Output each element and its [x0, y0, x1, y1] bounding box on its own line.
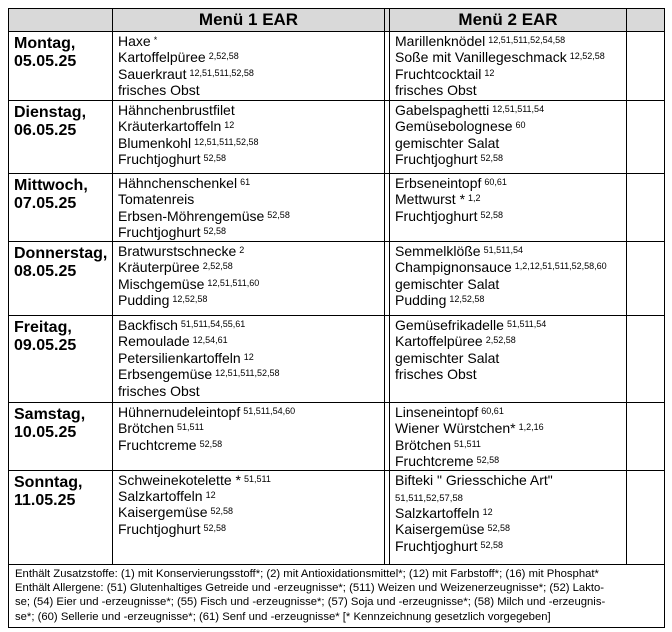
footer-row — [9, 564, 665, 628]
day-row — [9, 316, 665, 403]
additive-codes: 52,58 — [487, 523, 511, 534]
additive-codes: 1,2,12,51,511,52,58,60 — [514, 261, 607, 272]
menu-item — [395, 102, 622, 118]
menu-item — [395, 276, 622, 292]
menu2-cell — [390, 316, 627, 403]
menu-item-text: Semmelklöße — [395, 243, 481, 259]
additive-codes: 52,58 — [480, 539, 504, 550]
menu-plan — [8, 8, 664, 628]
menu-item — [395, 366, 622, 382]
menu-table — [8, 8, 665, 628]
menu-item — [395, 521, 622, 537]
day-date: 09.05.25 — [14, 337, 77, 354]
additive-codes: 12,52,58 — [449, 294, 485, 305]
menu1-cell — [113, 470, 385, 564]
additive-codes: 60,61 — [481, 406, 504, 416]
menu-item-text: Hähnchenbrustfilet — [118, 102, 235, 118]
menu-item — [118, 317, 380, 333]
additive-codes: 52,58 — [267, 209, 290, 220]
additive-codes: 12,51,511,52,58 — [215, 368, 280, 379]
additive-codes: 2,52,58 — [485, 335, 516, 346]
day-name: Dienstag, — [14, 104, 87, 121]
header-menu1: Menü 1 EAR — [113, 9, 385, 32]
menu-item — [395, 243, 622, 259]
day-cell — [9, 242, 113, 316]
menu2-cell — [390, 403, 627, 471]
menu-item-text: gemischter Salat — [395, 349, 500, 366]
menu-item — [118, 472, 380, 488]
menu2-cell — [390, 242, 627, 316]
menu-item — [395, 505, 622, 521]
additive-codes: 12,52,58 — [569, 51, 605, 62]
menu1-cell — [113, 174, 385, 242]
menu1-cell — [113, 32, 385, 101]
menu-item — [395, 118, 622, 134]
menu-item — [118, 224, 380, 240]
additive-codes: 12,51,511,52,58 — [194, 136, 259, 147]
header-menu2: Menü 2 EAR — [390, 9, 627, 32]
day-cell — [9, 316, 113, 403]
menu-item — [118, 191, 380, 207]
menu-item-text: 51,511,52,57,58 — [395, 493, 463, 505]
menu-item-text: Pudding — [395, 292, 447, 309]
menu-item — [395, 292, 622, 308]
menu-item — [395, 259, 622, 275]
menu-item — [395, 135, 622, 151]
menu-item — [118, 151, 380, 167]
menu-item — [395, 488, 622, 505]
menu-item — [118, 243, 380, 259]
extra-cell — [627, 316, 665, 403]
header-extra — [627, 9, 665, 32]
day-row — [9, 174, 665, 242]
menu-item-text: Fruchtcocktail — [395, 65, 482, 82]
menu-item — [118, 420, 380, 436]
menu-item-text: frisches Obst — [395, 366, 477, 383]
menu-item — [118, 488, 380, 504]
menu-item — [395, 350, 622, 366]
menu1-cell — [113, 403, 385, 471]
day-date: 08.05.25 — [14, 263, 77, 280]
menu2-cell — [390, 174, 627, 242]
day-row — [9, 403, 665, 471]
additive-codes: 2 — [239, 245, 245, 255]
additive-codes: 61 — [240, 177, 251, 187]
menu-item-text: Soße mit Vanillegeschmack — [395, 49, 567, 66]
menu-item-text: frisches Obst — [395, 82, 477, 99]
menu-item — [395, 472, 622, 488]
menu-item-text: Marillenknödel — [395, 33, 486, 49]
footer-line: Enthält Allergene: (51) Glutenhaltiges Getreide und -erzeugnisse*; (511) Weizen und Weizenerzeugnisse*; (52) Lakto- — [15, 582, 605, 595]
additive-codes: 12 — [205, 490, 216, 501]
menu-item-text: Gemüsefrikadelle — [395, 317, 504, 333]
additive-codes: 12,51,511,60 — [207, 277, 260, 288]
days-body — [9, 32, 665, 565]
extra-cell — [627, 32, 665, 101]
menu-item — [118, 118, 380, 134]
menu-item — [395, 208, 622, 224]
menu-item — [395, 420, 622, 436]
additive-codes: 12 — [224, 120, 235, 131]
menu-item — [395, 404, 622, 420]
day-cell — [9, 101, 113, 174]
menu-item-text: Brötchen — [118, 420, 175, 437]
menu-item-text: Mettwurst * — [395, 191, 466, 208]
header-day-cell — [9, 9, 113, 32]
menu-item-text: Bratwurstschnecke — [118, 243, 237, 259]
additive-codes: 1,2,16 — [518, 422, 544, 433]
menu-item — [395, 538, 622, 554]
menu-item — [395, 317, 622, 333]
menu-item-text: Erbsengemüse — [118, 366, 213, 383]
menu-item — [118, 102, 380, 118]
menu-item — [118, 366, 380, 382]
menu-item-text: Fruchtjoghurt — [118, 520, 201, 537]
footer-line: Enthält Zusatzstoffe: (1) mit Konservierungsstoff*; (2) mit Antioxidationsmittel*; (12) mit Farbstoff*; (16) mit Phosphat* — [15, 567, 599, 580]
day-date: 07.05.25 — [14, 195, 77, 212]
menu-item-text: Fruchtcreme — [395, 453, 474, 470]
menu-item-text: Petersilienkartoffeln — [118, 349, 241, 366]
extra-cell — [627, 101, 665, 174]
menu2-cell — [390, 32, 627, 101]
additive-codes: 12 — [482, 507, 493, 518]
menu-item-text: gemischter Salat — [395, 134, 500, 151]
menu-item-text: Kartoffelpüree — [118, 49, 206, 66]
additive-codes: 52,58 — [203, 522, 227, 533]
day-date: 05.05.25 — [14, 53, 77, 70]
menu1-cell — [113, 101, 385, 174]
menu-item — [395, 437, 622, 453]
menu-item-text: Fruchtjoghurt — [395, 537, 478, 554]
menu-item-text: Fruchtjoghurt — [395, 151, 478, 168]
additive-codes: 1,2 — [468, 193, 481, 204]
menu-item-text: Brötchen — [395, 436, 452, 453]
additive-codes: 52,58 — [476, 455, 500, 466]
additive-codes: 12 — [484, 67, 495, 78]
day-cell — [9, 403, 113, 471]
day-row — [9, 242, 665, 316]
menu-item-text: Linseneintopf — [395, 404, 479, 420]
menu-item-text: Fruchtjoghurt — [395, 207, 478, 224]
menu1-cell — [113, 242, 385, 316]
additive-codes: * — [153, 35, 158, 45]
additive-codes: 2,52,58 — [202, 261, 233, 272]
menu-item-text: Fruchtcreme — [118, 436, 197, 453]
menu-item-text: Erbseneintopf — [395, 175, 482, 191]
menu-item — [118, 383, 380, 399]
menu-item-text: Erbsen-Möhrengemüse — [118, 207, 265, 224]
menu-item-text: Wiener Würstchen* — [395, 420, 516, 437]
extra-cell — [627, 403, 665, 471]
additive-codes: 12,51,511,54 — [492, 104, 545, 114]
menu2-cell — [390, 470, 627, 564]
menu-item — [395, 33, 622, 49]
menu-item — [395, 151, 622, 167]
day-date: 11.05.25 — [14, 491, 76, 509]
menu-item-text: Haxe — [118, 33, 151, 49]
day-name: Mittwoch, — [14, 177, 88, 194]
additive-codes: 12,51,511,52,54,58 — [488, 35, 566, 45]
menu-item — [118, 504, 380, 520]
additive-codes: 12,54,61 — [192, 335, 228, 346]
menu-item-text: Hühnernudeleintopf — [118, 404, 241, 420]
menu-item — [118, 33, 380, 49]
menu-item-text: Kaisergemüse — [118, 504, 208, 521]
menu2-cell — [390, 101, 627, 174]
menu-item — [118, 135, 380, 151]
menu-item — [118, 333, 380, 349]
additive-codes: 52,58 — [210, 506, 234, 517]
additive-codes: 52,58 — [203, 226, 227, 237]
menu-item — [395, 191, 622, 207]
day-cell — [9, 174, 113, 242]
day-name: Samstag, — [14, 406, 86, 423]
menu-item-text: Champignonsauce — [395, 259, 512, 276]
day-name: Sonntag, — [14, 473, 83, 491]
menu-item — [118, 350, 380, 366]
day-row — [9, 470, 665, 564]
additive-codes: 12 — [243, 351, 254, 362]
menu-item — [118, 208, 380, 224]
menu-item — [118, 175, 380, 191]
menu-item-text: Remoulade — [118, 333, 190, 350]
day-name: Freitag, — [14, 319, 72, 336]
menu-item-text: Mischgemüse — [118, 275, 205, 292]
menu1-cell — [113, 316, 385, 403]
additive-codes: 51,511,54,60 — [243, 406, 296, 416]
menu-item — [395, 49, 622, 65]
menu-item-text: Kräuterkartoffeln — [118, 118, 222, 135]
menu-item-text: Fruchtjoghurt — [118, 151, 201, 168]
day-row — [9, 101, 665, 174]
menu-item-text: Tomatenreis — [118, 191, 195, 208]
footer-line: se*; (60) Sellerie und -erzeugnisse*; (61) Senf und -erzeugnisse* [* Kennzeichnung gesetzlich vorgegeben] — [15, 610, 551, 623]
day-row — [9, 32, 665, 101]
day-name: Montag, — [14, 35, 76, 52]
additive-codes: 60,61 — [484, 177, 507, 187]
additive-codes: 52,58 — [203, 153, 227, 164]
extra-cell — [627, 174, 665, 242]
extra-cell — [627, 470, 665, 564]
day-date: 10.05.25 — [14, 424, 77, 441]
additive-codes: 51,511,54 — [506, 319, 547, 329]
additive-codes: 52,58 — [480, 209, 504, 220]
menu-item-text: Fruchtjoghurt — [118, 224, 201, 241]
additive-codes: 51,511 — [454, 438, 481, 449]
menu-item — [118, 404, 380, 420]
menu-item — [118, 259, 380, 275]
additive-codes: 51,511,54,55,61 — [180, 319, 246, 329]
menu-item-text: frisches Obst — [118, 82, 200, 99]
day-date: 06.05.25 — [14, 122, 77, 139]
menu-item — [395, 453, 622, 469]
menu-item — [118, 521, 380, 537]
additive-codes: 52,58 — [199, 438, 223, 449]
menu-item-text: Salzkartoffeln — [395, 505, 480, 522]
menu-item-text: frisches Obst — [118, 382, 200, 399]
day-name: Donnerstag, — [14, 245, 108, 262]
additive-codes: 51,511 — [243, 473, 271, 484]
day-cell — [9, 32, 113, 101]
menu-item — [118, 292, 380, 308]
menu-item-text: Bifteki " Griesschiche Art" — [395, 471, 553, 488]
menu-item-text: Sauerkraut — [118, 65, 187, 82]
header-row — [9, 9, 665, 32]
menu-item — [395, 82, 622, 98]
menu-item-text: Salzkartoffeln — [118, 488, 203, 505]
menu-item — [395, 333, 622, 349]
menu-item-text: gemischter Salat — [395, 275, 500, 292]
additive-codes: 12,52,58 — [172, 294, 208, 305]
additive-codes: 2,52,58 — [208, 51, 239, 62]
day-cell — [9, 470, 113, 564]
menu-item-text: Kartoffelpüree — [395, 333, 483, 350]
menu-item — [395, 175, 622, 191]
additive-codes: 51,511,54 — [483, 245, 523, 255]
footer-notes — [9, 564, 665, 628]
additive-codes: 52,58 — [480, 153, 504, 164]
extra-cell — [627, 242, 665, 316]
menu-item — [118, 49, 380, 65]
menu-item-text: Schweinekotelette * — [118, 471, 241, 488]
menu-item-text: Hähnchenschenkel — [118, 175, 238, 191]
menu-item — [118, 66, 380, 82]
menu-item-text: Kräuterpüree — [118, 259, 200, 276]
menu-item-text: Kaisergemüse — [395, 521, 485, 538]
menu-item — [395, 66, 622, 82]
menu-item-text: Gemüsebolognese — [395, 118, 513, 135]
menu-item-text: Gabelspaghetti — [395, 102, 490, 118]
menu-item — [118, 82, 380, 98]
footer-line: se; (54) Eier und -erzeugnisse*; (55) Fisch und -erzeugnisse*; (57) Soja und -erzeugnisse*; (58) Milch und -erzeugnis- — [15, 596, 606, 609]
menu-item-text: Backfisch — [118, 317, 178, 333]
menu-item — [118, 276, 380, 292]
additive-codes: 51,511 — [177, 422, 204, 433]
menu-item-text: Blumenkohl — [118, 134, 192, 151]
menu-item — [118, 437, 380, 453]
additive-codes: 60 — [515, 120, 526, 131]
additive-codes: 12,51,511,52,58 — [189, 67, 254, 78]
menu-item-text: Pudding — [118, 292, 170, 309]
